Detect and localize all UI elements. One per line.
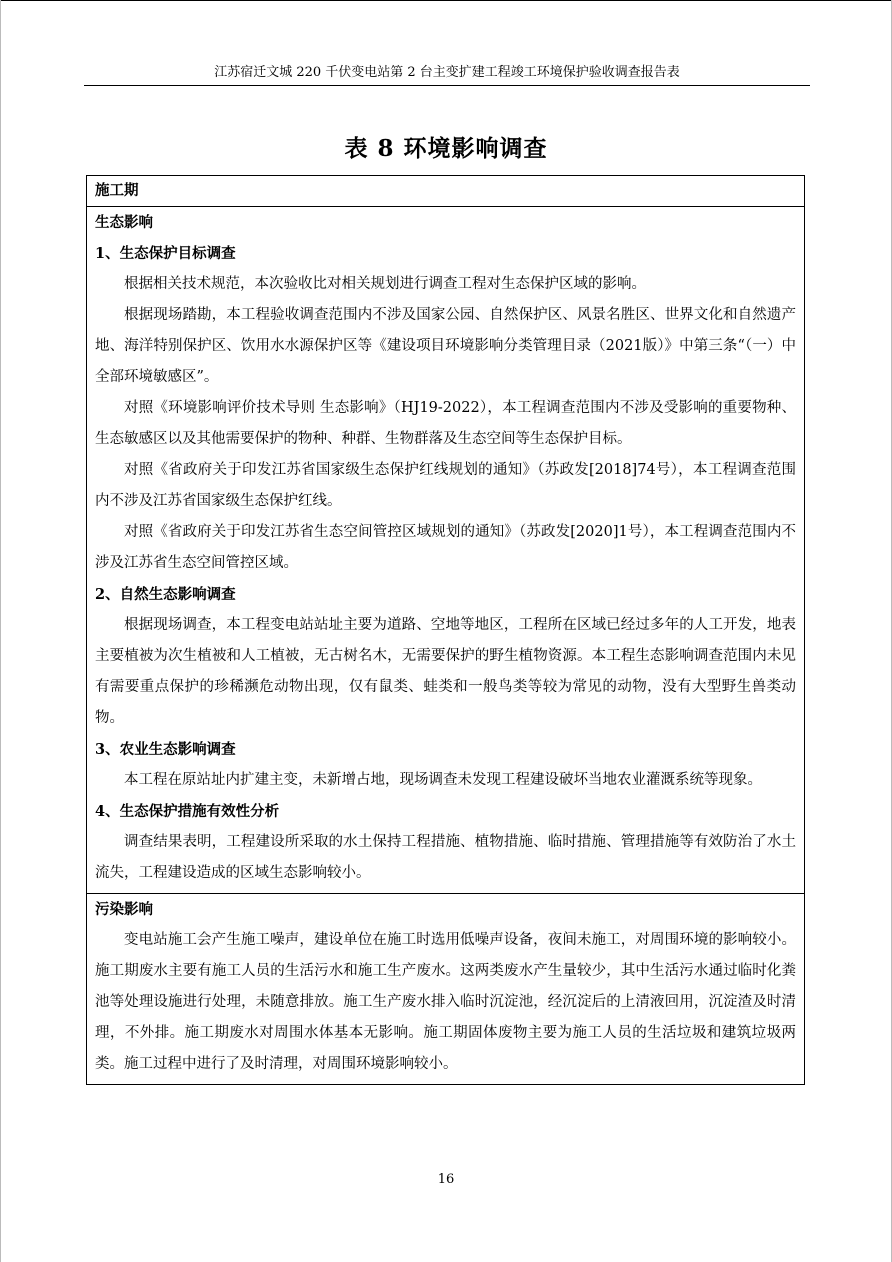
- period-row: [87, 176, 804, 206]
- paragraph: 根据现场踏勘，本工程验收调查范围内不涉及国家公园、自然保护区、风景名胜区、世界文化和自然遗产地、海洋特别保护区、饮用水水源保护区等《建设项目环境影响分类管理目录（2021版）》中第三条“（一）中全部环境敏感区”。: [95, 307, 796, 385]
- pollution-cell: [87, 894, 804, 1084]
- period-label: 施工期: [95, 182, 139, 199]
- ecology-cell: [87, 207, 804, 893]
- section-title: 4、生态保护措施有效性分析: [95, 803, 280, 820]
- section-title: 1、生态保护目标调查: [95, 245, 236, 262]
- paragraph: 调查结果表明，工程建设所采取的水土保持工程措施、植物措施、临时措施、管理措施等有效防治了水土流失，工程建设造成的区域生态影响较小。: [95, 834, 796, 881]
- ecology-row: [87, 206, 804, 893]
- paragraph: 根据相关技术规范，本次验收比对相关规划进行调查工程对生态保护区域的影响。: [124, 276, 646, 292]
- page-left-border: [0, 0, 1, 1262]
- running-header: 江苏宿迁文城 220 千伏变电站第 2 台主变扩建工程竣工环境保护验收调查报告表: [84, 64, 810, 86]
- page-number: 16: [437, 1172, 455, 1187]
- paragraph: 对照《环境影响评价技术导则 生态影响》（HJ19-2022），本工程调查范围内不涉及受影响的重要物种、生态敏感区以及其他需要保护的物种、种群、生物群落及生态空间等生态保护目标。: [95, 400, 796, 447]
- paragraph: 本工程在原站址内扩建主变，未新增占地，现场调查未发现工程建设破坏当地农业灌溉系统等现象。: [124, 772, 762, 788]
- paragraph: 根据现场调查，本工程变电站站址主要为道路、空地等地区，工程所在区域已经过多年的人工开发，地表主要植被为次生植被和人工植被，无古树名木，无需要保护的野生植物资源。本工程生态影响调查范围内未见有需要重点保护的珍稀濒危动物出现，仅有鼠类、蛙类和一般鸟类等较为常见的动物，没有大型野生兽类动物。: [95, 617, 796, 726]
- pollution-heading: 污染影响: [95, 901, 153, 918]
- paragraph: 对照《省政府关于印发江苏省生态空间管控区域规划的通知》（苏政发[2020]1号），本工程调查范围内不涉及江苏省生态空间管控区域。: [95, 524, 796, 571]
- paragraph: 对照《省政府关于印发江苏省国家级生态保护红线规划的通知》（苏政发[2018]74号），本工程调查范围内不涉及江苏省国家级生态保护红线。: [95, 462, 796, 509]
- survey-table: [86, 175, 805, 1085]
- paragraph: 变电站施工会产生施工噪声，建设单位在施工时选用低噪声设备，夜间未施工，对周围环境的影响较小。施工期废水主要有施工人员的生活污水和施工生产废水。这两类废水产生量较少，其中生活污水通过临时化粪池等处理设施进行处理，未随意排放。施工生产废水排入临时沉淀池，经沉淀后的上清液回用，沉淀渣及时清理，不外排。施工期废水对周围水体基本无影响。施工期固体废物主要为施工人员的生活垃圾和建筑垃圾两类。施工过程中进行了及时清理，对周围环境影响较小。: [95, 932, 796, 1072]
- page-top-border: [0, 0, 892, 1]
- page-title: 表 8 环境影响调查: [344, 135, 548, 162]
- section-title: 2、自然生态影响调查: [95, 586, 236, 603]
- pollution-row: [87, 893, 804, 1084]
- ecology-heading: 生态影响: [95, 214, 153, 231]
- section-title: 3、农业生态影响调查: [95, 741, 236, 758]
